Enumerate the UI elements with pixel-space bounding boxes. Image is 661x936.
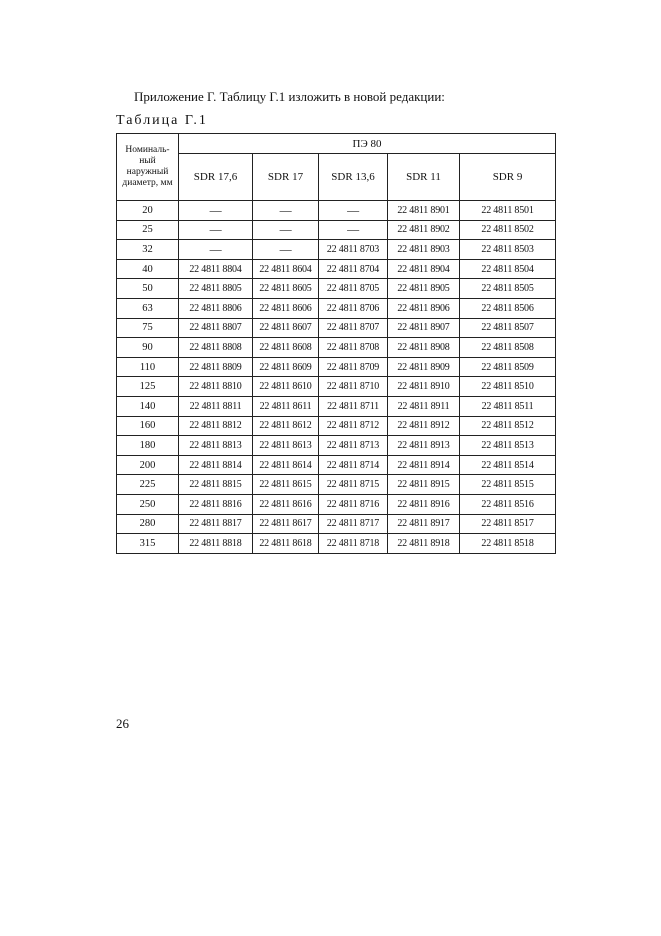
table-row bbox=[117, 514, 556, 534]
diameter-cell: 125 bbox=[117, 377, 179, 397]
code-cell: 22 4811 8517 bbox=[460, 514, 556, 534]
code-cell: 22 4811 8711 bbox=[319, 396, 388, 416]
code-cell: — bbox=[253, 201, 319, 221]
code-cell: 22 4811 8707 bbox=[319, 318, 388, 338]
code-cell: 22 4811 8813 bbox=[179, 436, 253, 456]
code-cell: 22 4811 8718 bbox=[319, 534, 388, 554]
table-row bbox=[117, 534, 556, 554]
code-cell: 22 4811 8617 bbox=[253, 514, 319, 534]
diameter-cell: 110 bbox=[117, 357, 179, 377]
diameter-cell: 50 bbox=[117, 279, 179, 299]
diameter-cell: 250 bbox=[117, 494, 179, 514]
code-cell: 22 4811 8909 bbox=[388, 357, 460, 377]
code-cell: 22 4811 8807 bbox=[179, 318, 253, 338]
code-cell: 22 4811 8709 bbox=[319, 357, 388, 377]
code-cell: 22 4811 8611 bbox=[253, 396, 319, 416]
code-cell: 22 4811 8613 bbox=[253, 436, 319, 456]
code-cell: — bbox=[253, 240, 319, 260]
code-cell: 22 4811 8501 bbox=[460, 201, 556, 221]
page-number: 26 bbox=[116, 716, 129, 731]
diameter-cell: 63 bbox=[117, 298, 179, 318]
code-cell: 22 4811 8503 bbox=[460, 240, 556, 260]
code-cell: 22 4811 8604 bbox=[253, 259, 319, 279]
code-cell: 22 4811 8510 bbox=[460, 377, 556, 397]
table-row bbox=[117, 436, 556, 456]
code-cell: 22 4811 8717 bbox=[319, 514, 388, 534]
code-cell: 22 4811 8713 bbox=[319, 436, 388, 456]
code-cell: — bbox=[319, 201, 388, 221]
diameter-cell: 200 bbox=[117, 455, 179, 475]
code-cell: 22 4811 8901 bbox=[388, 201, 460, 221]
code-cell: 22 4811 8514 bbox=[460, 455, 556, 475]
diameter-cell: 225 bbox=[117, 475, 179, 495]
code-cell: 22 4811 8911 bbox=[388, 396, 460, 416]
code-cell: 22 4811 8808 bbox=[179, 338, 253, 358]
table-row bbox=[117, 220, 556, 240]
sdr-header: SDR 17 bbox=[253, 154, 319, 201]
code-cell: 22 4811 8716 bbox=[319, 494, 388, 514]
code-cell: 22 4811 8714 bbox=[319, 455, 388, 475]
table-caption: Таблица Г.1 bbox=[116, 113, 208, 128]
code-cell: 22 4811 8915 bbox=[388, 475, 460, 495]
code-cell: 22 4811 8509 bbox=[460, 357, 556, 377]
code-cell: 22 4811 8609 bbox=[253, 357, 319, 377]
code-cell: 22 4811 8712 bbox=[319, 416, 388, 436]
code-cell: 22 4811 8508 bbox=[460, 338, 556, 358]
diameter-cell: 180 bbox=[117, 436, 179, 456]
code-cell: — bbox=[253, 220, 319, 240]
code-cell: 22 4811 8706 bbox=[319, 298, 388, 318]
code-cell: 22 4811 8614 bbox=[253, 455, 319, 475]
table-row bbox=[117, 298, 556, 318]
code-cell: — bbox=[319, 220, 388, 240]
table-row bbox=[117, 318, 556, 338]
code-cell: 22 4811 8515 bbox=[460, 475, 556, 495]
code-cell: 22 4811 8906 bbox=[388, 298, 460, 318]
code-cell: 22 4811 8905 bbox=[388, 279, 460, 299]
code-cell: 22 4811 8705 bbox=[319, 279, 388, 299]
table-row bbox=[117, 416, 556, 436]
code-cell: 22 4811 8715 bbox=[319, 475, 388, 495]
codes-table bbox=[116, 133, 556, 554]
diameter-cell: 140 bbox=[117, 396, 179, 416]
code-cell: 22 4811 8917 bbox=[388, 514, 460, 534]
diameter-cell: 25 bbox=[117, 220, 179, 240]
code-cell: 22 4811 8504 bbox=[460, 259, 556, 279]
diameter-header: Номиналь-ный наружный диаметр, мм bbox=[117, 134, 179, 201]
code-cell: 22 4811 8518 bbox=[460, 534, 556, 554]
table-body bbox=[117, 201, 556, 554]
table-row bbox=[117, 357, 556, 377]
diameter-cell: 90 bbox=[117, 338, 179, 358]
code-cell: 22 4811 8916 bbox=[388, 494, 460, 514]
code-cell: 22 4811 8502 bbox=[460, 220, 556, 240]
code-cell: 22 4811 8610 bbox=[253, 377, 319, 397]
code-cell: 22 4811 8704 bbox=[319, 259, 388, 279]
diameter-cell: 315 bbox=[117, 534, 179, 554]
intro-text: Приложение Г. Таблицу Г.1 изложить в новой редакции: bbox=[134, 89, 445, 104]
table-row bbox=[117, 259, 556, 279]
code-cell: 22 4811 8512 bbox=[460, 416, 556, 436]
diameter-cell: 280 bbox=[117, 514, 179, 534]
code-cell: 22 4811 8806 bbox=[179, 298, 253, 318]
diameter-cell: 75 bbox=[117, 318, 179, 338]
code-cell: 22 4811 8513 bbox=[460, 436, 556, 456]
table-row bbox=[117, 201, 556, 221]
code-cell: 22 4811 8605 bbox=[253, 279, 319, 299]
code-cell: 22 4811 8910 bbox=[388, 377, 460, 397]
code-cell: 22 4811 8618 bbox=[253, 534, 319, 554]
table-row bbox=[117, 279, 556, 299]
code-cell: 22 4811 8615 bbox=[253, 475, 319, 495]
code-cell: 22 4811 8616 bbox=[253, 494, 319, 514]
table-row bbox=[117, 475, 556, 495]
table-row bbox=[117, 455, 556, 475]
code-cell: — bbox=[179, 220, 253, 240]
code-cell: 22 4811 8817 bbox=[179, 514, 253, 534]
table-row bbox=[117, 240, 556, 260]
table-row bbox=[117, 377, 556, 397]
diameter-cell: 40 bbox=[117, 259, 179, 279]
code-cell: 22 4811 8908 bbox=[388, 338, 460, 358]
code-cell: — bbox=[179, 240, 253, 260]
code-cell: 22 4811 8815 bbox=[179, 475, 253, 495]
table-row bbox=[117, 396, 556, 416]
code-cell: 22 4811 8912 bbox=[388, 416, 460, 436]
code-cell: 22 4811 8914 bbox=[388, 455, 460, 475]
sdr-header: SDR 11 bbox=[388, 154, 460, 201]
code-cell: 22 4811 8810 bbox=[179, 377, 253, 397]
code-cell: 22 4811 8918 bbox=[388, 534, 460, 554]
code-cell: 22 4811 8606 bbox=[253, 298, 319, 318]
code-cell: 22 4811 8903 bbox=[388, 240, 460, 260]
code-cell: 22 4811 8809 bbox=[179, 357, 253, 377]
code-cell: 22 4811 8608 bbox=[253, 338, 319, 358]
code-cell: 22 4811 8902 bbox=[388, 220, 460, 240]
code-cell: 22 4811 8703 bbox=[319, 240, 388, 260]
code-cell: 22 4811 8607 bbox=[253, 318, 319, 338]
sdr-header: SDR 9 bbox=[460, 154, 556, 201]
code-cell: 22 4811 8818 bbox=[179, 534, 253, 554]
code-cell: 22 4811 8710 bbox=[319, 377, 388, 397]
diameter-cell: 160 bbox=[117, 416, 179, 436]
table-row bbox=[117, 338, 556, 358]
code-cell: 22 4811 8805 bbox=[179, 279, 253, 299]
code-cell: 22 4811 8516 bbox=[460, 494, 556, 514]
sdr-header: SDR 13,6 bbox=[319, 154, 388, 201]
code-cell: 22 4811 8814 bbox=[179, 455, 253, 475]
code-cell: 22 4811 8913 bbox=[388, 436, 460, 456]
material-group-header: ПЭ 80 bbox=[179, 134, 556, 154]
code-cell: 22 4811 8505 bbox=[460, 279, 556, 299]
code-cell: 22 4811 8507 bbox=[460, 318, 556, 338]
code-cell: — bbox=[179, 201, 253, 221]
table-row bbox=[117, 494, 556, 514]
diameter-cell: 20 bbox=[117, 201, 179, 221]
code-cell: 22 4811 8612 bbox=[253, 416, 319, 436]
code-cell: 22 4811 8907 bbox=[388, 318, 460, 338]
diameter-cell: 32 bbox=[117, 240, 179, 260]
code-cell: 22 4811 8816 bbox=[179, 494, 253, 514]
code-cell: 22 4811 8506 bbox=[460, 298, 556, 318]
code-cell: 22 4811 8812 bbox=[179, 416, 253, 436]
code-cell: 22 4811 8708 bbox=[319, 338, 388, 358]
code-cell: 22 4811 8811 bbox=[179, 396, 253, 416]
sdr-header: SDR 17,6 bbox=[179, 154, 253, 201]
code-cell: 22 4811 8804 bbox=[179, 259, 253, 279]
code-cell: 22 4811 8511 bbox=[460, 396, 556, 416]
code-cell: 22 4811 8904 bbox=[388, 259, 460, 279]
